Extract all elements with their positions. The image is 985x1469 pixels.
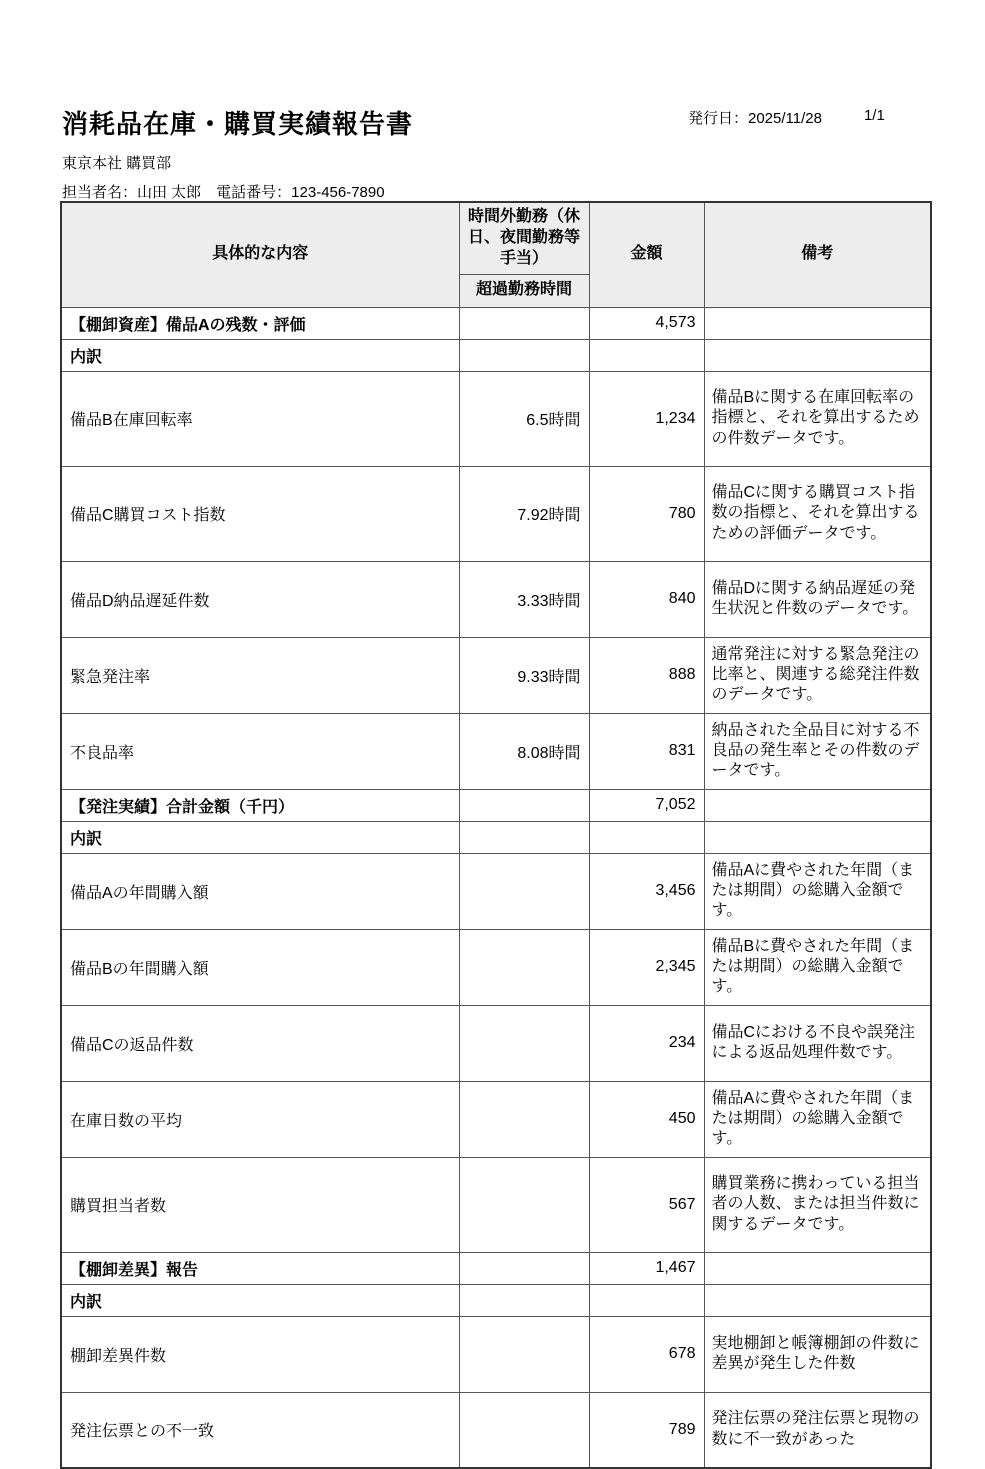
row-amount: 3,456: [589, 853, 704, 929]
row-label: 緊急発注率: [61, 637, 459, 713]
row-remarks: [704, 1252, 931, 1284]
row-overtime: [459, 1316, 589, 1392]
row-amount: 567: [589, 1157, 704, 1252]
row-label: 【棚卸資産】備品Aの残数・評価: [61, 307, 459, 339]
table-row: [61, 466, 931, 561]
row-overtime: 9.33時間: [459, 637, 589, 713]
row-label: 購買担当者数: [61, 1157, 459, 1252]
row-amount: [589, 1284, 704, 1316]
table-row: [61, 1392, 931, 1468]
row-amount: 789: [589, 1392, 704, 1468]
row-overtime: 6.5時間: [459, 371, 589, 466]
row-amount: 1,467: [589, 1252, 704, 1284]
section-row: [61, 1252, 931, 1284]
column-header-overtime: 時間外勤務（休日、夜間勤務等手当）: [459, 202, 589, 274]
row-remarks: [704, 821, 931, 853]
row-remarks: 備品Cにおける不良や誤発注による返品処理件数です。: [704, 1005, 931, 1081]
row-label: 内訳: [61, 339, 459, 371]
row-amount: 4,573: [589, 307, 704, 339]
row-label: 備品B在庫回転率: [61, 371, 459, 466]
table-row: [61, 713, 931, 789]
row-remarks: [704, 339, 931, 371]
row-label: 備品Cの返品件数: [61, 1005, 459, 1081]
row-overtime: 8.08時間: [459, 713, 589, 789]
contact-line: 担当者名：山田 太郎 電話番号：123-456-7890: [62, 184, 385, 201]
row-overtime: 7.92時間: [459, 466, 589, 561]
row-label: 発注伝票との不一致: [61, 1392, 459, 1468]
report-table-body: [61, 307, 931, 1468]
page-title: 消耗品在庫・購買実績報告書: [62, 109, 414, 139]
row-label: 備品C購買コスト指数: [61, 466, 459, 561]
report-table: [60, 201, 932, 1469]
row-overtime: [459, 1081, 589, 1157]
row-label: 備品D納品遅延件数: [61, 561, 459, 637]
page-number: 1/1: [863, 107, 885, 124]
row-remarks: [704, 1284, 931, 1316]
row-overtime: [459, 821, 589, 853]
row-remarks: 備品Bに費やされた年間（または期間）の総購入金額です。: [704, 929, 931, 1005]
row-amount: 780: [589, 466, 704, 561]
column-header-content: 具体的な内容: [61, 202, 459, 307]
row-label: 不良品率: [61, 713, 459, 789]
row-amount: 888: [589, 637, 704, 713]
row-remarks: 発注伝票の発注伝票と現物の数に不一致があった: [704, 1392, 931, 1468]
row-label: 【発注実績】合計金額（千円）: [61, 789, 459, 821]
table-row: [61, 929, 931, 1005]
row-overtime: [459, 853, 589, 929]
row-remarks: 備品Dに関する納品遅延の発生状況と件数のデータです。: [704, 561, 931, 637]
column-header-overtime-hours: 超過勤務時間: [459, 274, 589, 307]
row-amount: [589, 821, 704, 853]
header-row-top: [61, 202, 931, 274]
row-amount: 7,052: [589, 789, 704, 821]
row-amount: 840: [589, 561, 704, 637]
row-remarks: 納品された全品目に対する不良品の発生率とその件数のデータです。: [704, 713, 931, 789]
row-label: 内訳: [61, 1284, 459, 1316]
table-row: [61, 561, 931, 637]
row-overtime: [459, 1392, 589, 1468]
row-label: 【棚卸差異】報告: [61, 1252, 459, 1284]
subheader-row: [61, 339, 931, 371]
row-label: 棚卸差異件数: [61, 1316, 459, 1392]
row-overtime: [459, 1005, 589, 1081]
row-amount: 2,345: [589, 929, 704, 1005]
row-remarks: [704, 789, 931, 821]
row-label: 在庫日数の平均: [61, 1081, 459, 1157]
issue-line: [688, 107, 885, 128]
row-overtime: [459, 307, 589, 339]
row-overtime: [459, 339, 589, 371]
row-amount: 678: [589, 1316, 704, 1392]
row-label: 備品Bの年間購入額: [61, 929, 459, 1005]
row-overtime: [459, 929, 589, 1005]
row-overtime: 3.33時間: [459, 561, 589, 637]
row-remarks: 購買業務に携わっている担当者の人数、または担当件数に関するデータです。: [704, 1157, 931, 1252]
row-overtime: [459, 1157, 589, 1252]
report-table-header: [61, 202, 931, 307]
row-remarks: 備品Aに費やされた年間（または期間）の総購入金額です。: [704, 1081, 931, 1157]
table-row: [61, 371, 931, 466]
section-row: [61, 789, 931, 821]
row-remarks: 備品Aに費やされた年間（または期間）の総購入金額です。: [704, 853, 931, 929]
row-remarks: 備品Bに関する在庫回転率の指標と、それを算出するための件数データです。: [704, 371, 931, 466]
row-remarks: 備品Cに関する購買コスト指数の指標と、それを算出するための評価データです。: [704, 466, 931, 561]
table-row: [61, 637, 931, 713]
row-overtime: [459, 1284, 589, 1316]
row-amount: [589, 339, 704, 371]
subheader-row: [61, 1284, 931, 1316]
subheader-row: [61, 821, 931, 853]
table-row: [61, 1157, 931, 1252]
row-label: 備品Aの年間購入額: [61, 853, 459, 929]
row-amount: 450: [589, 1081, 704, 1157]
table-row: [61, 1081, 931, 1157]
row-amount: 1,234: [589, 371, 704, 466]
row-remarks: 実地棚卸と帳簿棚卸の件数に差異が発生した件数: [704, 1316, 931, 1392]
row-remarks: 通常発注に対する緊急発注の比率と、関連する総発注件数のデータです。: [704, 637, 931, 713]
table-row: [61, 1005, 931, 1081]
row-overtime: [459, 789, 589, 821]
column-header-remarks: 備考: [704, 202, 931, 307]
row-label: 内訳: [61, 821, 459, 853]
row-overtime: [459, 1252, 589, 1284]
table-row: [61, 1316, 931, 1392]
section-row: [61, 307, 931, 339]
column-header-amount: 金額: [589, 202, 704, 307]
table-row: [61, 853, 931, 929]
department-line: 東京本社 購買部: [62, 155, 172, 172]
row-amount: 234: [589, 1005, 704, 1081]
row-remarks: [704, 307, 931, 339]
issue-date: 発行日：2025/11/28: [688, 110, 822, 127]
row-amount: 831: [589, 713, 704, 789]
